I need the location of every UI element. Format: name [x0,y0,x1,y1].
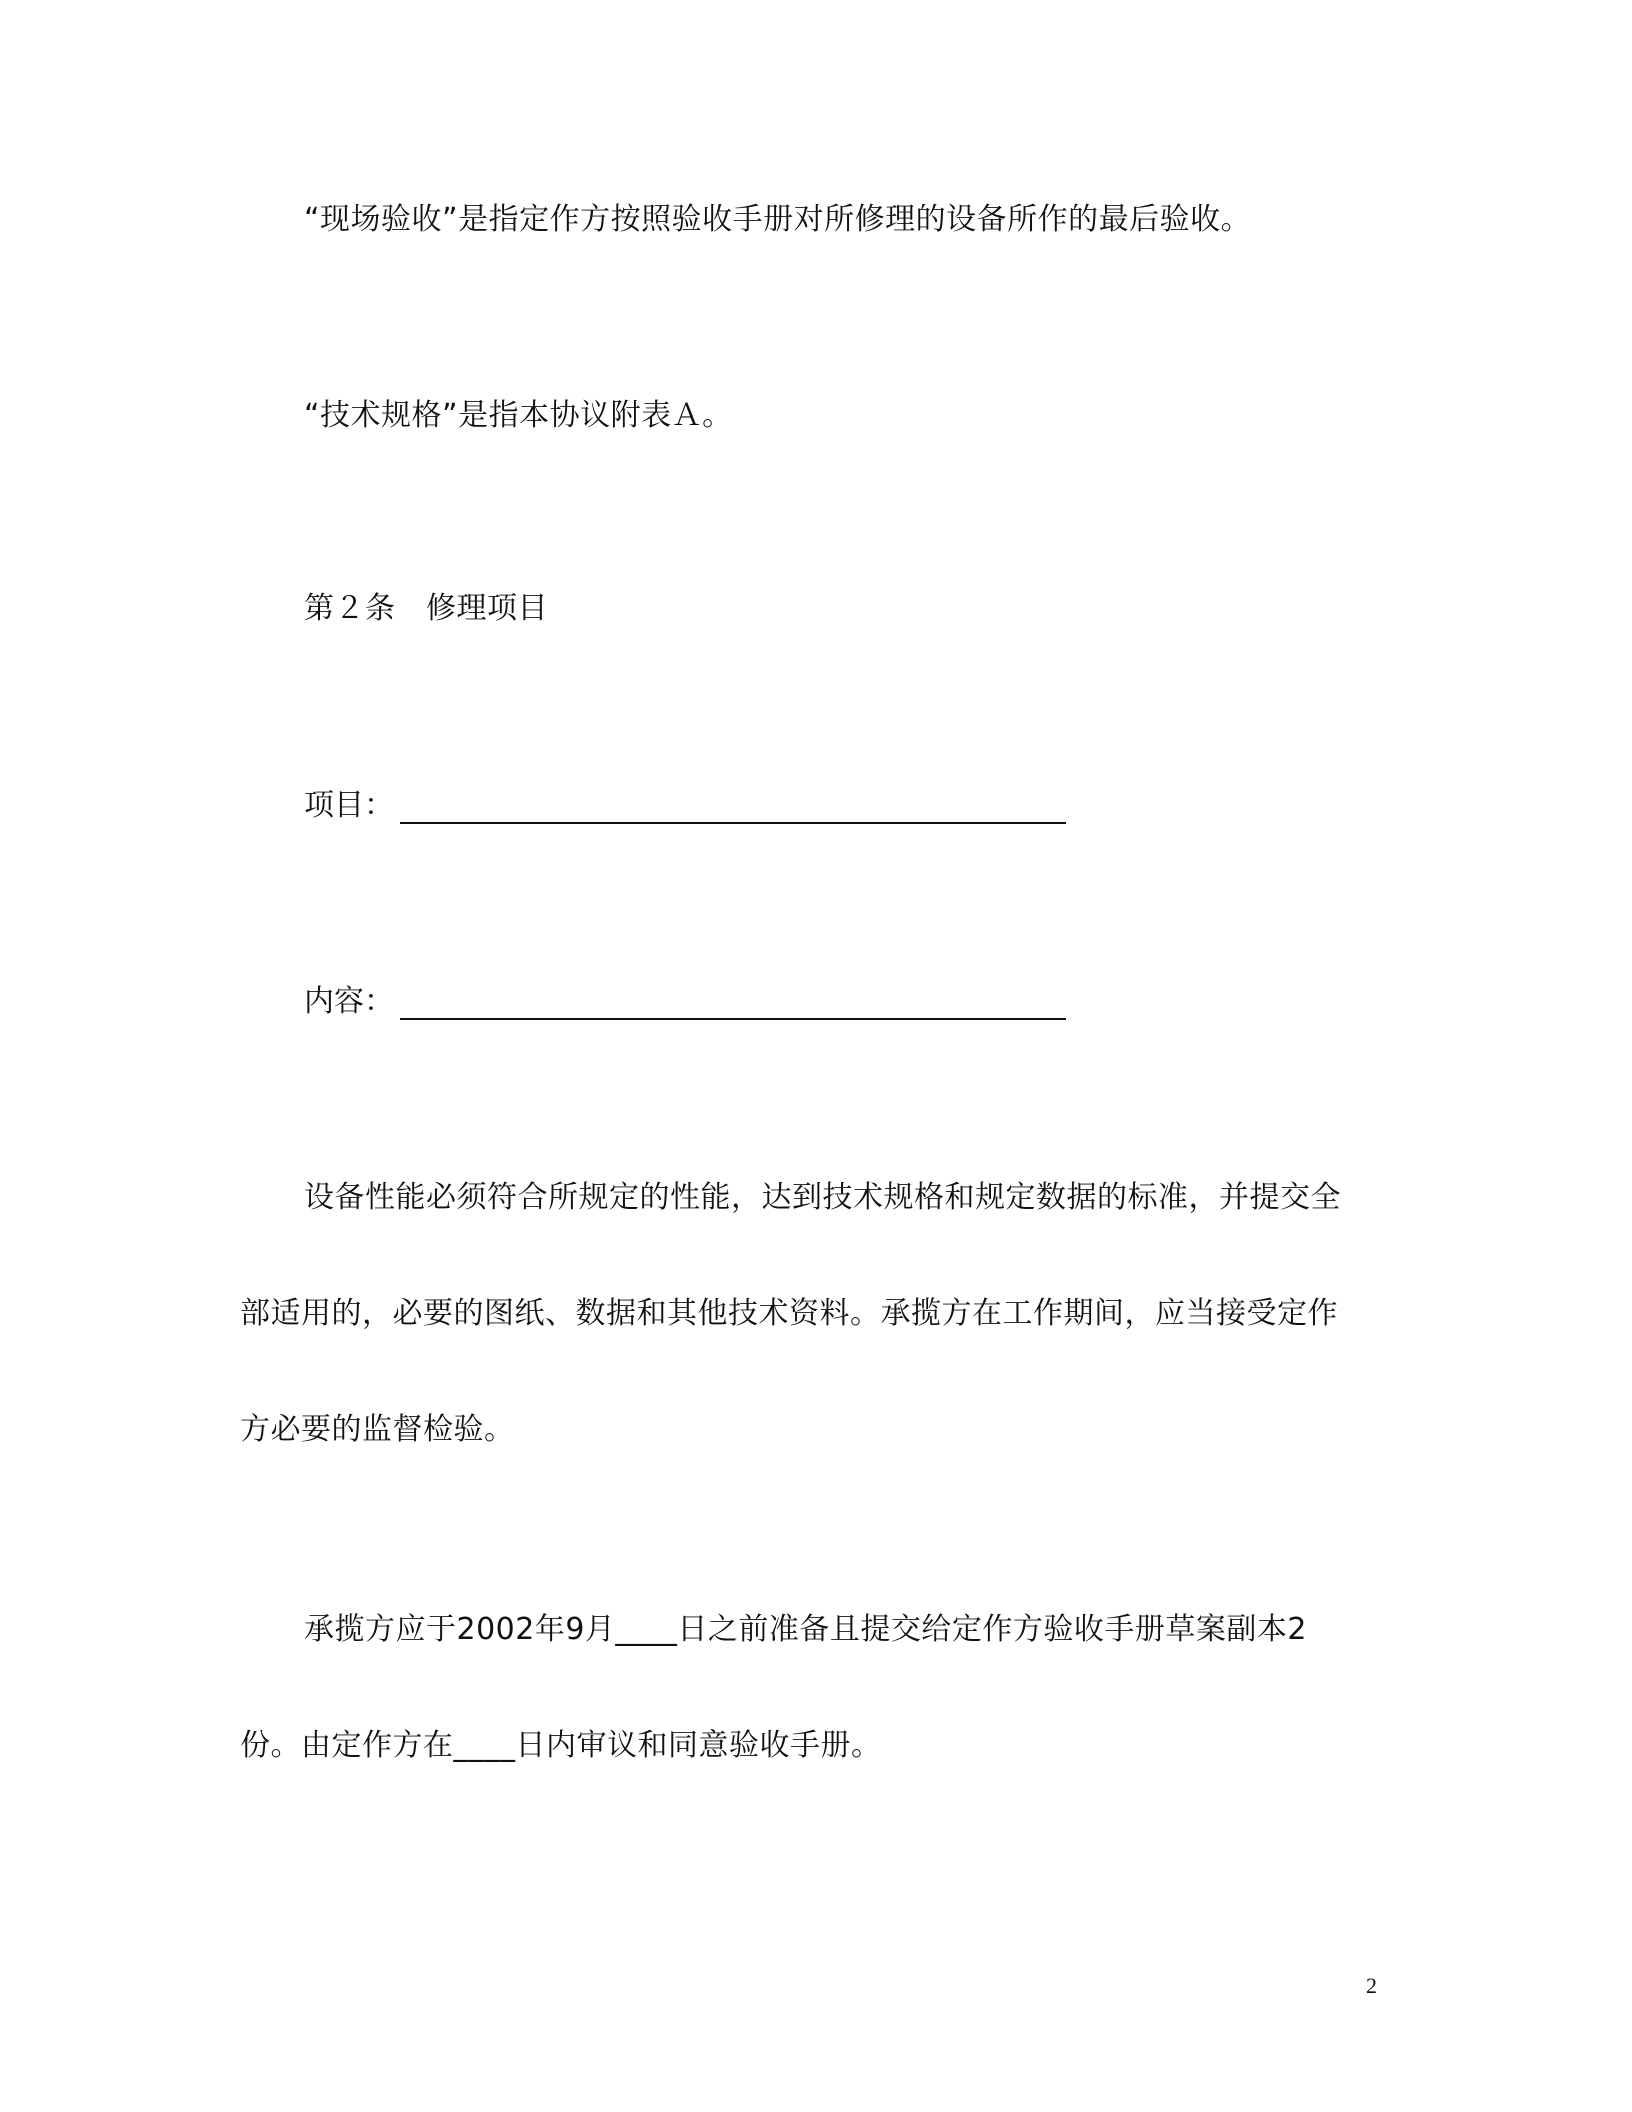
paragraph-line: 设备性能必须符合所规定的性能，达到技术规格和规定数据的标准，并提交全 [304,1180,1341,1215]
field-project-label: 项目： [304,788,394,823]
field-content [304,982,1066,1022]
field-content-blank[interactable] [400,992,1066,1020]
paragraph-line: 方必要的监督检验。 [240,1412,515,1447]
paragraph-line: 份。由定作方在____日内审议和同意验收手册。 [240,1728,882,1763]
paragraph-line: 部适用的，必要的图纸、数据和其他技术资料。承揽方在工作期间，应当接受定作 [240,1296,1338,1331]
article-heading: 第２条 修理项目 [304,591,548,626]
field-content-label: 内容： [304,984,394,1019]
paragraph-line: 承揽方应于2002年9月____日之前准备且提交给定作方验收手册草案副本2 [304,1612,1308,1647]
field-project [304,786,1066,826]
definition-site-acceptance: “现场验收”是指定作方按照验收手册对所修理的设备所作的最后验收。 [304,202,1252,237]
definition-technical-spec: “技术规格”是指本协议附表Ａ。 [304,398,733,433]
page-number: 2 [1366,1973,1377,1998]
field-project-blank[interactable] [400,796,1066,824]
